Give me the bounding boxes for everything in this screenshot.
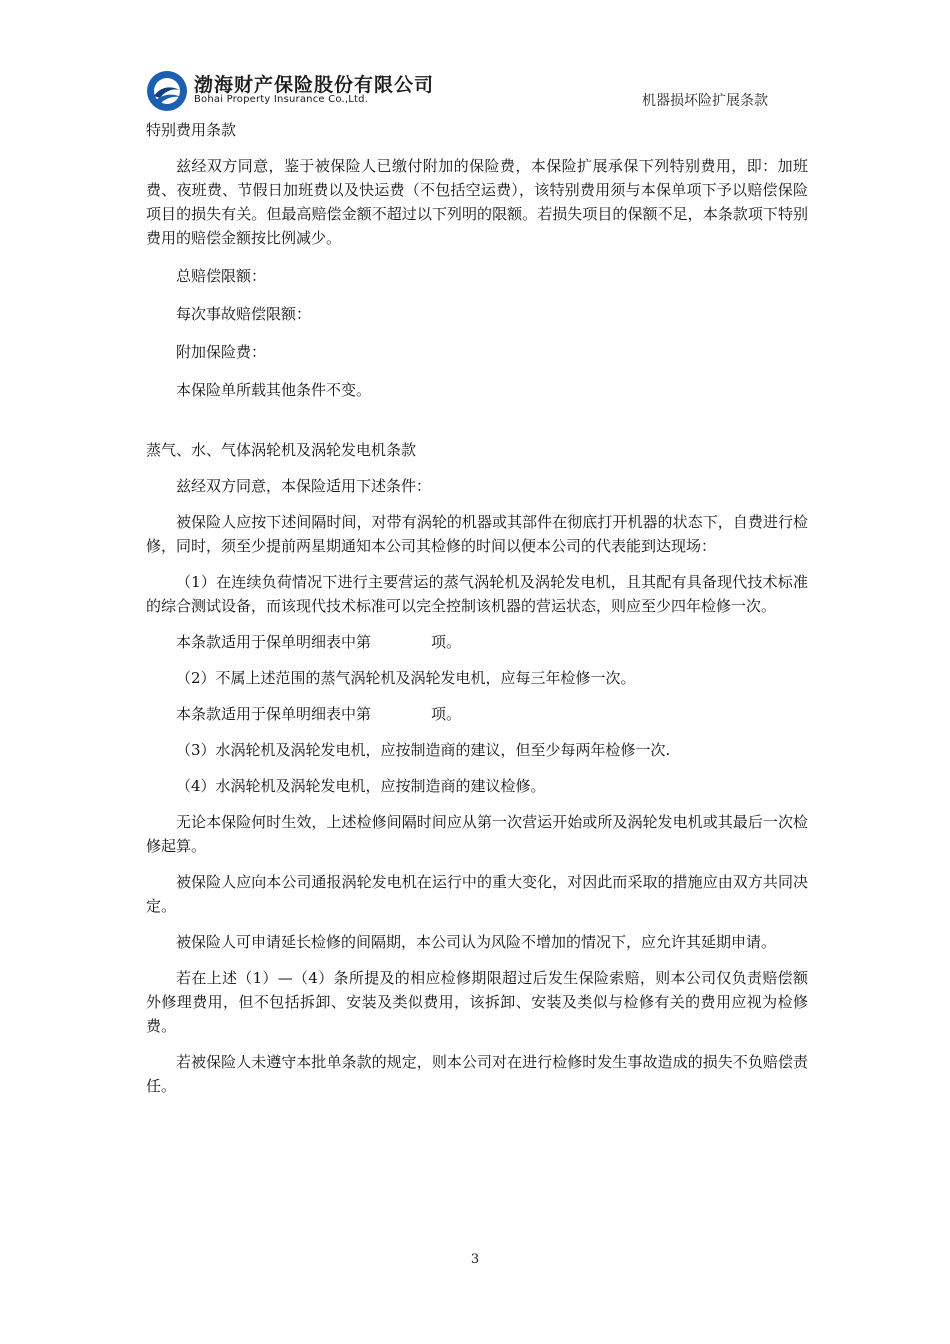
applies-line-1 <box>146 630 808 654</box>
applies-suffix: 项。 <box>431 705 462 723</box>
clause-title-turbine: 蒸气、水、气体涡轮机及涡轮发电机条款 <box>146 441 417 459</box>
turbine-paragraph-3: 被保险人应向本公司通报涡轮发电机在运行中的重大变化，对因此而采取的措施应由双方共同决定。 <box>146 873 808 915</box>
turbine-item-2: （2）不属上述范围的蒸气涡轮机及涡轮发电机，应每三年检修一次。 <box>176 669 636 687</box>
turbine-item-4: （4）水涡轮机及涡轮发电机，应按制造商的建议检修。 <box>176 777 546 795</box>
document-header-title: 机器损坏险扩展条款 <box>642 93 768 109</box>
clause-title-special-expenses: 特别费用条款 <box>146 121 237 139</box>
turbine-intro: 兹经双方同意，本保险适用下述条件： <box>176 477 432 495</box>
per-accident-limit-field: 每次事故赔偿限额： <box>176 305 312 323</box>
turbine-item-1: （1）在连续负荷情况下进行主要营运的蒸气涡轮机及涡轮发电机，且其配有具备现代技术标准的综合测试设备，而该现代技术标准可以完全控制该机器的营运状态，则应至少四年检修一次。 <box>146 573 808 615</box>
applies-prefix: 本条款适用于保单明细表中第 <box>176 705 372 723</box>
turbine-paragraph-4: 被保险人可申请延长检修的间隔期，本公司认为风险不增加的情况下，应允许其延期申请。 <box>176 933 777 951</box>
other-conditions-note: 本保险单所载其他条件不变。 <box>176 381 372 399</box>
turbine-paragraph-6: 若被保险人未遵守本批单条款的规定，则本公司对在进行检修时发生事故造成的损失不负赔偿责任。 <box>146 1053 808 1095</box>
page-number: 3 <box>470 1252 480 1267</box>
turbine-paragraph-5: 若在上述（1）—（4）条所提及的相应检修期限超过后发生保险索赔，则本公司仅负责赔偿额外修理费用，但不包括拆卸、安装及类似费用，该拆卸、安装及类似与检修有关的费用应视为检修费。 <box>146 969 808 1035</box>
turbine-item-3: （3）水涡轮机及涡轮发电机，应按制造商的建议，但至少每两年检修一次. <box>176 741 671 759</box>
document-body <box>146 118 808 1098</box>
total-limit-field: 总赔偿限额： <box>176 267 267 285</box>
company-logo <box>146 68 435 112</box>
turbine-paragraph-1: 被保险人应按下述间隔时间，对带有涡轮的机器或其部件在彻底打开机器的状态下，自费进行检修，同时，须至少提前两星期通知本公司其检修的时间以便本公司的代表能到达现场： <box>146 513 808 555</box>
applies-line-2 <box>146 702 808 726</box>
turbine-paragraph-2: 无论本保险何时生效，上述检修间隔时间应从第一次营运开始或所及涡轮发电机或其最后一次检修起算。 <box>146 813 808 855</box>
extra-premium-field: 附加保险费： <box>176 343 267 361</box>
page-header <box>0 0 950 116</box>
company-name-en: Bohai Property Insurance Co.,Ltd. <box>194 94 369 105</box>
applies-prefix: 本条款适用于保单明细表中第 <box>176 633 372 651</box>
special-expenses-intro: 兹经双方同意，鉴于被保险人已缴付附加的保险费，本保险扩展承保下列特别费用，即：加班费、夜班费、节假日加班费以及快运费（不包括空运费），该特别费用须与本保单项下予以赔偿保险项目的损失有关。但最高赔偿金额不超过以下列明的限额。若损失项目的保额不足，本条款项下特别费用的赔偿金额按比例减少。 <box>146 157 808 247</box>
applies-suffix: 项。 <box>431 633 462 651</box>
company-name-cn: 渤海财产保险股份有限公司 <box>194 74 435 96</box>
company-logo-icon <box>146 70 188 112</box>
